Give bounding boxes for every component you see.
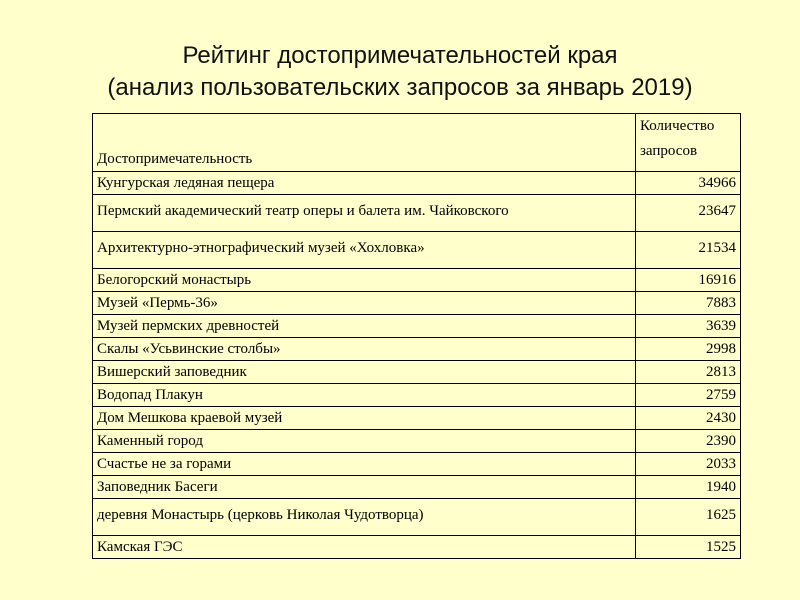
attraction-name-cell: Дом Мешкова краевой музей	[93, 407, 636, 430]
attraction-name-cell: Кунгурская ледяная пещера	[93, 172, 636, 195]
table-row	[93, 315, 741, 338]
table-row	[93, 232, 741, 269]
request-count-cell: 1525	[636, 536, 741, 559]
table-row	[93, 338, 741, 361]
request-count-cell: 2813	[636, 361, 741, 384]
table-header-row	[93, 114, 741, 172]
table-body	[93, 172, 741, 559]
table-row	[93, 292, 741, 315]
table-row	[93, 384, 741, 407]
attraction-name-cell: Скалы «Усьвинские столбы»	[93, 338, 636, 361]
table-row	[93, 536, 741, 559]
attraction-name-cell: Вишерский заповедник	[93, 361, 636, 384]
table-row	[93, 407, 741, 430]
table-row	[93, 453, 741, 476]
table-row	[93, 499, 741, 536]
attraction-name-cell: Заповедник Басеги	[93, 476, 636, 499]
attraction-name-cell: Архитектурно-этнографический музей «Хохловка»	[93, 232, 636, 269]
request-count-cell: 2759	[636, 384, 741, 407]
table-row	[93, 195, 741, 232]
attraction-name-cell: деревня Монастырь (церковь Николая Чудотворца)	[93, 499, 636, 536]
attraction-name-cell: Белогорский монастырь	[93, 269, 636, 292]
request-count-cell: 21534	[636, 232, 741, 269]
request-count-cell: 16916	[636, 269, 741, 292]
table-row	[93, 476, 741, 499]
request-count-cell: 2033	[636, 453, 741, 476]
attraction-name-cell: Музей пермских древностей	[93, 315, 636, 338]
request-count-cell: 34966	[636, 172, 741, 195]
attraction-name-cell: Музей «Пермь-36»	[93, 292, 636, 315]
request-count-cell: 1940	[636, 476, 741, 499]
table-row	[93, 361, 741, 384]
table-row	[93, 172, 741, 195]
attraction-name-cell: Камская ГЭС	[93, 536, 636, 559]
attraction-name-cell: Счастье не за горами	[93, 453, 636, 476]
request-count-cell: 7883	[636, 292, 741, 315]
attraction-name-cell: Каменный город	[93, 430, 636, 453]
request-count-cell: 1625	[636, 499, 741, 536]
header-attraction: Достопримечательность	[93, 114, 636, 172]
slide-title	[0, 40, 800, 104]
title-line-1: Рейтинг достопримечательностей края	[182, 42, 618, 69]
title-line-2: (анализ пользовательских запросов за январь 2019)	[107, 74, 693, 101]
attraction-name-cell: Пермский академический театр оперы и балета им. Чайковского	[93, 195, 636, 232]
table-row	[93, 269, 741, 292]
request-count-cell: 23647	[636, 195, 741, 232]
header-requests	[636, 114, 741, 172]
request-count-cell: 3639	[636, 315, 741, 338]
header-requests-line-2: запросов	[640, 143, 698, 159]
rating-table	[92, 113, 741, 559]
table-row	[93, 430, 741, 453]
attraction-name-cell: Водопад Плакун	[93, 384, 636, 407]
header-requests-line-1: Количество	[640, 118, 715, 134]
request-count-cell: 2390	[636, 430, 741, 453]
request-count-cell: 2998	[636, 338, 741, 361]
request-count-cell: 2430	[636, 407, 741, 430]
